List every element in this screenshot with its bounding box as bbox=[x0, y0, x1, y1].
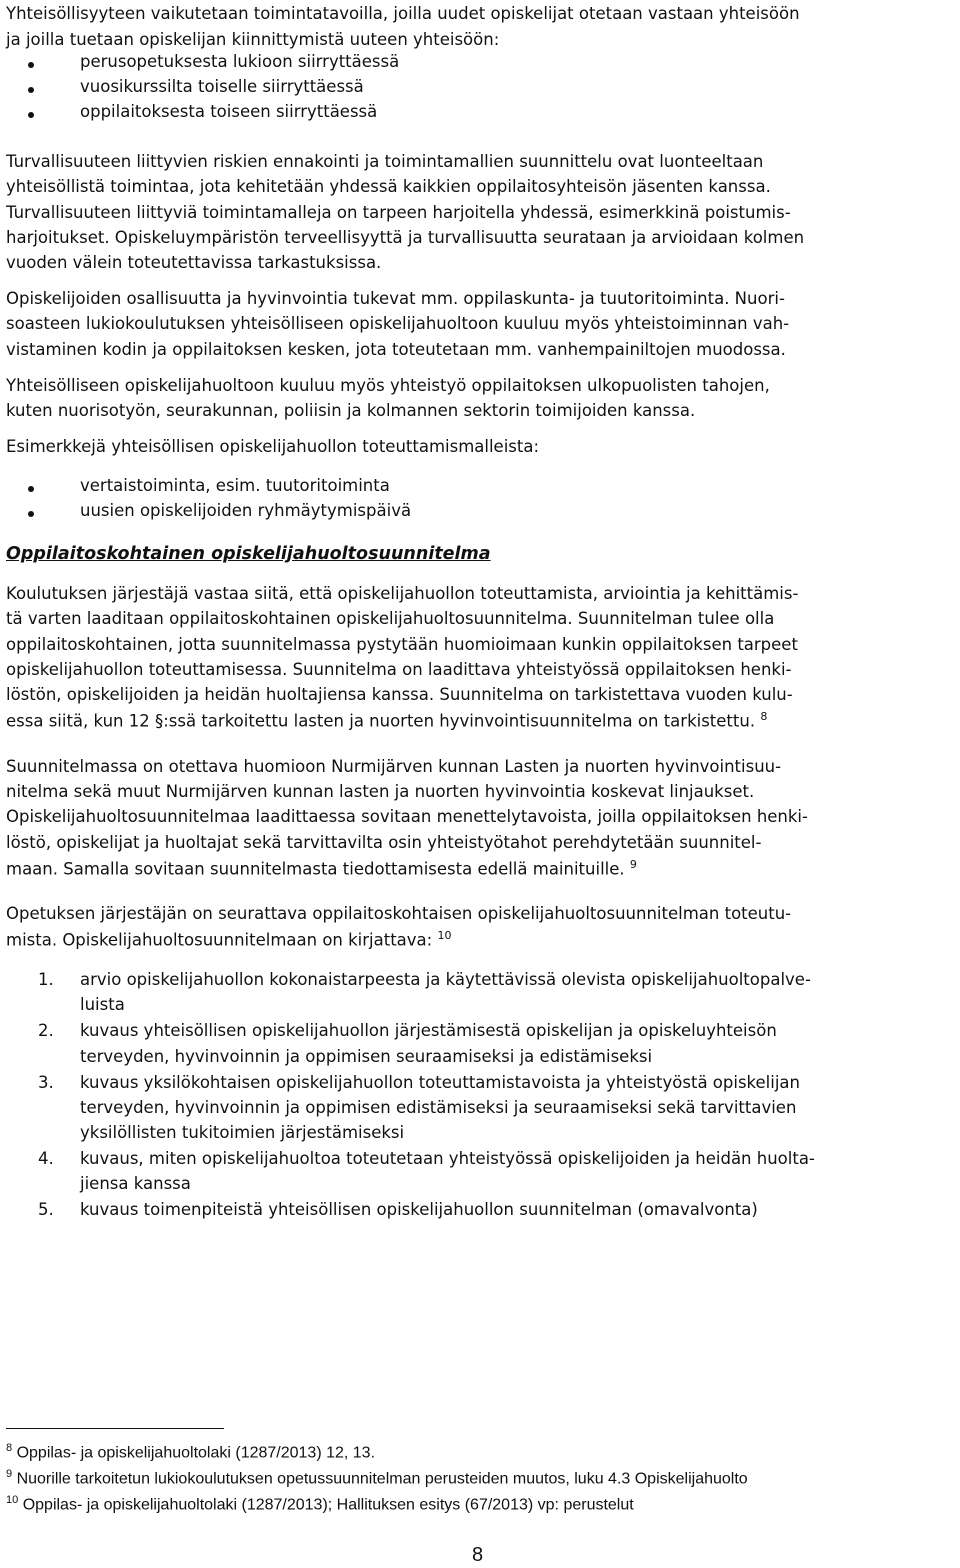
paragraph-line: vuoden välein toteutettavissa tarkastuksissa. bbox=[6, 253, 382, 272]
list-number: 2. bbox=[38, 1021, 54, 1040]
paragraph-line: Suunnitelmassa on otettava huomioon Nurmijärven kunnan Lasten ja nuorten hyvinvointisuu- bbox=[6, 757, 782, 776]
list-item: kuvaus toimenpiteistä yhteisöllisen opiskelijahuollon suunnitelman (omavalvonta) bbox=[80, 1200, 758, 1219]
list-item: yksilöllisten tukitoimien järjestämiseksi bbox=[80, 1123, 405, 1142]
bullet-icon bbox=[28, 112, 34, 118]
footnote-ref[interactable]: 9 bbox=[629, 858, 637, 871]
paragraph-line: tä varten laaditaan oppilaitoskohtainen opiskelijahuoltosuunnitelma. Suunnitelman tulee olla bbox=[6, 609, 775, 628]
footnote: $^{10}$ Oppilas- ja opiskelijahuoltolaki (1287/2013); Hallituksen esitys (67/2013) vp: perustelut bbox=[6, 1494, 634, 1514]
paragraph-line: oppilaitoskohtainen, jotta suunnitelmassa pystytään huomioimaan kunkin oppilaitoksen tarpeet bbox=[6, 635, 798, 654]
footnote: $^9$ Nuorille tarkoitetun lukiokoulutuksen opetussuunnitelman perusteiden muutos, luku 4.3 Opiskelijahuolto bbox=[6, 1468, 748, 1488]
footnote: $^8$ Oppilas- ja opiskelijahuoltolaki (1287/2013) 12, 13. bbox=[6, 1442, 376, 1462]
paragraph-line: maan. Samalla sovitaan suunnitelmasta tiedottamisesta edellä mainituille. $^9$ bbox=[6, 858, 637, 879]
list-item: oppilaitoksesta toiseen siirryttäessä bbox=[80, 102, 378, 121]
list-item: vertaistoiminta, esim. tuutoritoiminta bbox=[80, 476, 390, 495]
footnote-separator bbox=[6, 1428, 224, 1429]
paragraph-line: mista. Opiskelijahuoltosuunnitelmaan on kirjattava: $^{10}$ bbox=[6, 929, 452, 950]
list-item: kuvaus yhteisöllisen opiskelijahuollon järjestämisestä opiskelijan ja opiskeluyhteisön bbox=[80, 1021, 777, 1040]
list-item: vuosikurssilta toiselle siirryttäessä bbox=[80, 77, 364, 96]
paragraph-line: nitelma sekä muut Nurmijärven kunnan lasten ja nuorten hyvinvointia koskevat linjaukset. bbox=[6, 782, 755, 801]
footnote-ref[interactable]: 10 bbox=[437, 929, 452, 942]
list-item: kuvaus, miten opiskelijahuoltoa toteutetaan yhteistyössä opiskelijoiden ja heidän huolta- bbox=[80, 1149, 815, 1168]
list-item: arvio opiskelijahuollon kokonaistarpeesta ja käytettävissä olevista opiskelijahuoltopalve- bbox=[80, 970, 811, 989]
paragraph-line: löstö, opiskelijat ja huoltajat sekä tarvittavilta osin yhteistyötahot perehdytetään suunnitel- bbox=[6, 833, 762, 852]
paragraph-line: löstön, opiskelijoiden ja heidän huoltajiensa kanssa. Suunnitelma on tarkistettava vuoden kulu- bbox=[6, 685, 793, 704]
paragraph-line: Koulutuksen järjestäjä vastaa siitä, että opiskelijahuollon toteuttamista, arviointia ja kehittämis- bbox=[6, 584, 799, 603]
paragraph-line: vistaminen kodin ja oppilaitoksen kesken, jota toteutetaan mm. vanhempainiltojen muodossa. bbox=[6, 340, 786, 359]
paragraph-line: Opiskelijahuoltosuunnitelmaa laadittaessa sovitaan menettelytavoista, joilla oppilaitoksen henki- bbox=[6, 807, 808, 826]
bullet-icon bbox=[28, 486, 34, 492]
paragraph-line: opiskelijahuollon toteuttamisessa. Suunnitelma on laadittava yhteistyössä oppilaitoksen henki- bbox=[6, 660, 792, 679]
list-item: terveyden, hyvinvoinnin ja oppimisen edistämiseksi ja seuraamiseksi sekä tarvittavien bbox=[80, 1098, 797, 1117]
intro-line: ja joilla tuetaan opiskelijan kiinnittymistä uuteen yhteisöön: bbox=[6, 30, 500, 49]
list-item: kuvaus yksilökohtaisen opiskelijahuollon toteuttamistavoista ja yhteistyöstä opiskelijan bbox=[80, 1073, 800, 1092]
paragraph-line: soasteen lukiokoulutuksen yhteisölliseen opiskelijahuoltoon kuuluu myös yhteistoiminnan vah- bbox=[6, 314, 790, 333]
list-item: luista bbox=[80, 995, 125, 1014]
page-number: 8 bbox=[472, 1544, 484, 1566]
paragraph-line: kuten nuorisotyön, seurakunnan, poliisin ja kolmannen sektorin toimijoiden kanssa. bbox=[6, 401, 696, 420]
bullet-icon bbox=[28, 62, 34, 68]
list-item: uusien opiskelijoiden ryhmäytymispäivä bbox=[80, 501, 412, 520]
intro-line: Yhteisöllisyyteen vaikutetaan toimintatavoilla, joilla uudet opiskelijat otetaan vastaan yhteisöön bbox=[6, 4, 800, 23]
list-item: perusopetuksesta lukioon siirryttäessä bbox=[80, 52, 400, 71]
section-heading: Oppilaitoskohtainen opiskelijahuoltosuunnitelma bbox=[6, 544, 491, 564]
paragraph-line: essa siitä, kun 12 §:ssä tarkoitettu lasten ja nuorten hyvinvointisuunnitelma on tarkistettu. $^8$ bbox=[6, 710, 768, 731]
list-number: 1. bbox=[38, 970, 54, 989]
paragraph-line: harjoitukset. Opiskeluympäristön terveellisyyttä ja turvallisuutta seurataan ja arvioidaan kolmen bbox=[6, 228, 805, 247]
list-item: terveyden, hyvinvoinnin ja oppimisen seuraamiseksi ja edistämiseksi bbox=[80, 1047, 653, 1066]
list-number: 3. bbox=[38, 1073, 54, 1092]
list-number: 4. bbox=[38, 1149, 54, 1168]
bullet-icon bbox=[28, 87, 34, 93]
paragraph-line: Turvallisuuteen liittyviä toimintamalleja on tarpeen harjoitella yhdessä, esimerkkinä poistumis- bbox=[6, 203, 791, 222]
list-item: jiensa kanssa bbox=[80, 1174, 191, 1193]
paragraph-line: Opiskelijoiden osallisuutta ja hyvinvointia tukevat mm. oppilaskunta- ja tuutoritoiminta. Nuori- bbox=[6, 289, 785, 308]
paragraph-line: Esimerkkejä yhteisöllisen opiskelijahuollon toteuttamismalleista: bbox=[6, 437, 540, 456]
footnote-ref[interactable]: 8 bbox=[760, 710, 768, 723]
bullet-icon bbox=[28, 511, 34, 517]
list-number: 5. bbox=[38, 1200, 54, 1219]
paragraph-line: Yhteisölliseen opiskelijahuoltoon kuuluu myös yhteistyö oppilaitoksen ulkopuolisten tahojen, bbox=[6, 376, 770, 395]
paragraph-line: Opetuksen järjestäjän on seurattava oppilaitoskohtaisen opiskelijahuoltosuunnitelman toteutu- bbox=[6, 904, 792, 923]
paragraph-line: yhteisöllistä toimintaa, jota kehitetään yhdessä kaikkien oppilaitosyhteisön jäsenten kanssa. bbox=[6, 177, 771, 196]
paragraph-line: Turvallisuuteen liittyvien riskien ennakointi ja toimintamallien suunnittelu ovat luonteeltaan bbox=[6, 152, 764, 171]
